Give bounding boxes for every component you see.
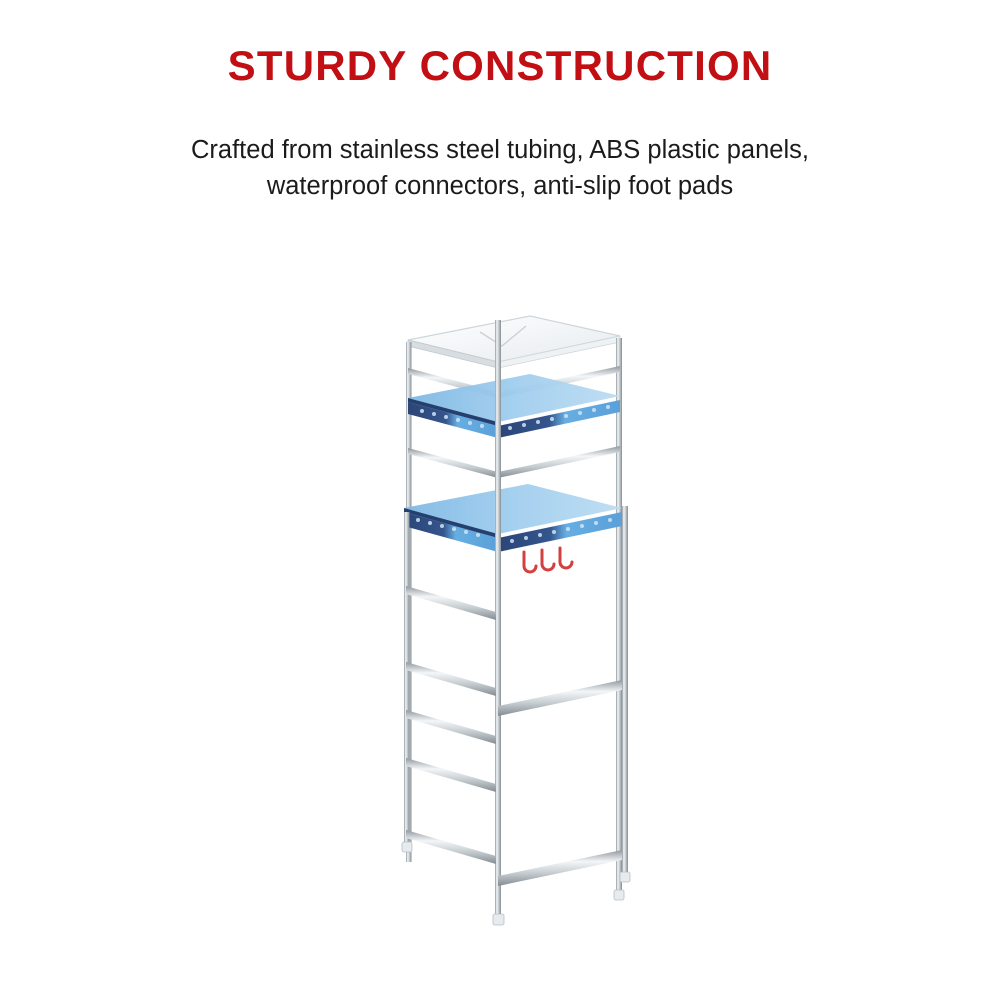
hanging-hooks — [524, 548, 572, 572]
subhead-line-1: Crafted from stainless steel tubing, ABS plastic panels, — [191, 136, 809, 164]
product-image — [330, 280, 690, 930]
leg-front-right — [622, 506, 628, 878]
anti-slip-foot-pads — [402, 842, 630, 925]
leg-back-right — [616, 338, 622, 898]
mid-frame-rails — [408, 446, 620, 478]
subhead-line-2: waterproof connectors, anti-slip foot pads — [266, 172, 734, 200]
subhead-block — [120, 132, 880, 204]
lower-cross-rails — [406, 586, 496, 864]
lower-blue-shelf — [404, 484, 622, 552]
shelf-illustration — [330, 280, 690, 930]
leg-front-left — [495, 320, 501, 920]
top-shelf-panel — [408, 316, 620, 368]
upper-blue-shelf — [408, 374, 620, 438]
page-title: STURDY CONSTRUCTION — [227, 42, 773, 89]
leg-rear-left-lower — [404, 512, 410, 848]
right-bay-rails — [498, 680, 622, 886]
